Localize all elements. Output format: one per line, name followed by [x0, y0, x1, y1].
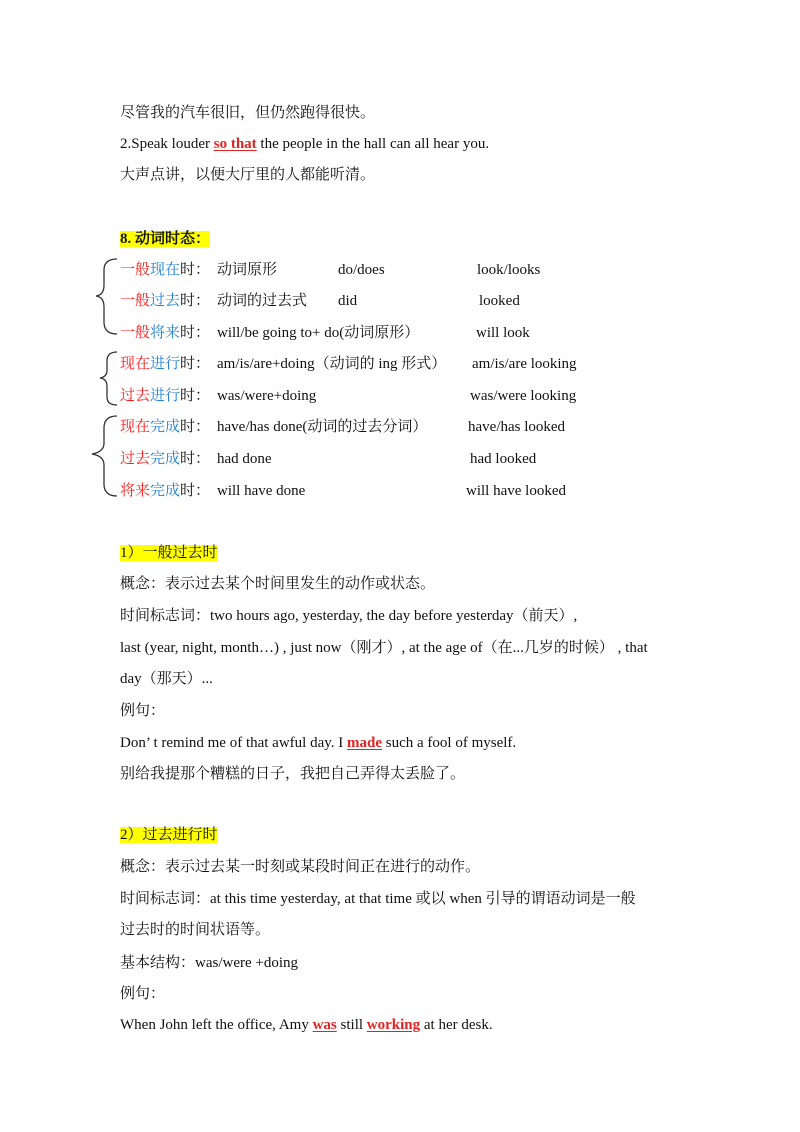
past-simple-concept: 概念：表示过去某个时间里发生的动作或状态。 — [120, 576, 436, 592]
tense-form: do/does — [338, 262, 385, 278]
tense-name: 一般过去时： — [120, 293, 211, 309]
brace-perfect — [92, 416, 117, 496]
past-simple-example: Don’ t remind me of that awful day. I made such a fool of myself. — [120, 735, 517, 751]
past-progressive-example: When John left the office, Amy was still working at her desk. — [120, 1017, 493, 1033]
past-simple-heading: 1）一般过去时 — [120, 545, 218, 561]
tense-example: will look — [476, 325, 530, 341]
tense-name: 过去进行时： — [120, 388, 211, 404]
tense-description: 动词的过去式 — [217, 293, 308, 309]
keyword-so-that: so that — [213, 136, 257, 152]
tense-description: had done — [217, 451, 272, 467]
past-progressive-heading: 2）过去进行时 — [120, 827, 218, 843]
past-simple-markers-1: 时间标志词：two hours ago, yesterday, the day before yesterday（前天）, — [120, 608, 578, 624]
tense-example: will have looked — [466, 483, 566, 499]
tense-description: will/be going to+ do(动词原形） — [217, 325, 420, 341]
intro-line-1: 尽管我的汽车很旧，但仍然跑得很快。 — [120, 105, 376, 121]
section-8-title-text: 8. 动词时态： — [120, 231, 211, 247]
past-progressive-concept: 概念：表示过去某一时刻或某段时间正在进行的动作。 — [120, 859, 481, 875]
tense-name: 现在完成时： — [120, 419, 211, 435]
tense-description: was/were+doing — [217, 388, 317, 404]
tense-description: 动词原形 — [217, 262, 278, 278]
past-simple-markers-3: day（那天）... — [120, 671, 213, 687]
brace-simple — [96, 259, 117, 334]
tense-example: had looked — [470, 451, 537, 467]
past-simple-markers-2: last (year, night, month…) , just now（刚才）, at the age of（在...几岁的时候） , that — [120, 640, 648, 656]
tense-example: was/were looking — [470, 388, 577, 404]
tense-name: 一般将来时： — [120, 325, 211, 341]
brace-progressive — [100, 352, 117, 405]
tense-description: am/is/are+doing（动词的 ing 形式） — [217, 356, 447, 372]
tense-name: 一般现在时： — [120, 262, 211, 278]
example-2-pre: 2.Speak louder — [120, 136, 214, 152]
tense-name: 将来完成时： — [120, 483, 211, 499]
tense-description: will have done — [217, 483, 306, 499]
tense-description: have/has done(动词的过去分词） — [217, 419, 428, 435]
past-progressive-example-label: 例句： — [120, 986, 166, 1002]
keyword-working: working — [366, 1017, 421, 1033]
keyword-made: made — [347, 735, 383, 751]
tense-example: am/is/are looking — [472, 356, 577, 372]
past-progressive-markers-1: 时间标志词：at this time yesterday, at that time 或以 when 引导的谓语动词是一般 — [120, 891, 636, 907]
past-progressive-markers-2: 过去时的时间状语等。 — [120, 922, 271, 938]
tense-example: have/has looked — [468, 419, 566, 435]
past-simple-example-translation: 别给我提那个糟糕的日子，我把自己弄得太丢脸了。 — [120, 766, 466, 782]
tense-name: 现在进行时： — [120, 356, 211, 372]
keyword-was: was — [312, 1017, 337, 1033]
tense-name: 过去完成时： — [120, 451, 211, 467]
past-progressive-structure: 基本结构：was/were +doing — [120, 955, 299, 971]
tense-form: did — [338, 293, 358, 309]
past-simple-example-label: 例句： — [120, 703, 166, 719]
example-2-translation: 大声点讲，以便大厅里的人都能听清。 — [120, 167, 376, 183]
example-2-post: the people in the hall can all hear you. — [256, 136, 490, 152]
tense-example: looked — [479, 293, 520, 309]
tense-example: look/looks — [477, 262, 541, 278]
